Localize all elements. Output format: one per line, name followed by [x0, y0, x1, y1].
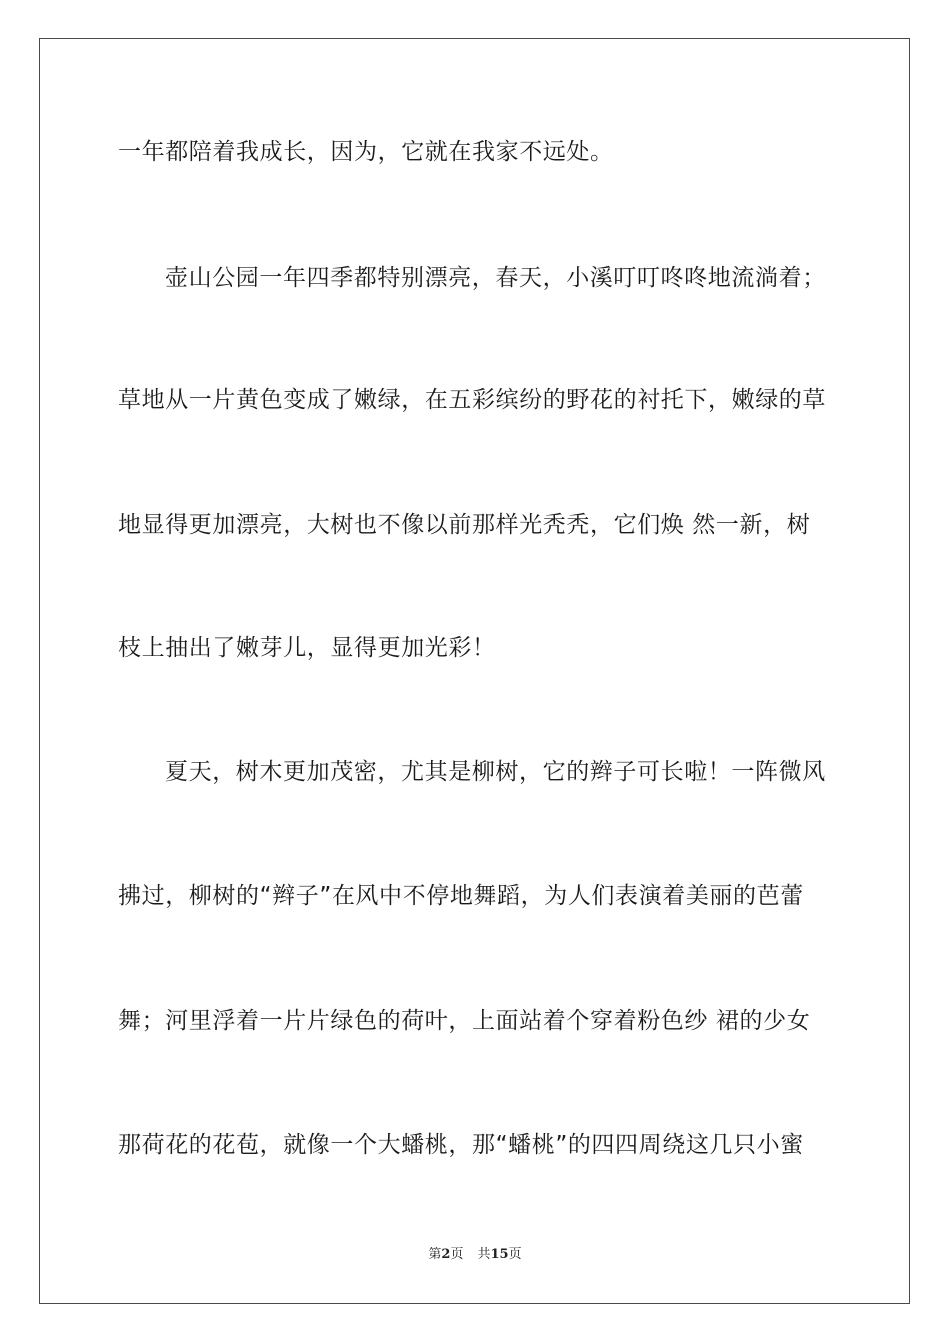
- page-suffix: 页: [450, 1247, 464, 1262]
- text-line: 拂过，柳树的“辫子”在风中不停地舞蹈，为人们表演着美丽的芭蕾: [118, 883, 804, 909]
- text-line: 舞；河里浮着一片片绿色的荷叶，上面站着个穿着粉色纱 裙的少女: [118, 1008, 811, 1034]
- paragraph-first-line: 壶山公园一年四季都特别漂亮，春天，小溪叮叮咚咚地流淌着；: [165, 265, 826, 291]
- paragraph-first-line: 夏天，树木更加茂密，尤其是柳树，它的辫子可长啦！一阵微风: [165, 759, 826, 785]
- page-border: [39, 38, 910, 1304]
- total-suffix: 页: [508, 1247, 522, 1262]
- page-prefix: 第: [428, 1247, 442, 1262]
- total-prefix: 共: [477, 1247, 491, 1262]
- total-pages: 15: [490, 1247, 509, 1262]
- text-line: 那荷花的花苞，就像一个大蟠桃，那“蟠桃”的四四周绕这几只小蜜: [118, 1132, 804, 1158]
- page-number: 2: [441, 1247, 451, 1262]
- text-line: 一年都陪着我成长，因为，它就在我家不远处。: [118, 139, 614, 165]
- text-line: 枝上抽出了嫩芽儿，显得更加光彩！: [118, 635, 496, 661]
- page-footer: [0, 1246, 950, 1264]
- text-line: 草地从一片黄色变成了嫩绿，在五彩缤纷的野花的衬托下，嫩绿的草: [118, 387, 826, 413]
- text-line: 地显得更加漂亮，大树也不像以前那样光秃秃，它们焕 然一新，树: [118, 512, 811, 538]
